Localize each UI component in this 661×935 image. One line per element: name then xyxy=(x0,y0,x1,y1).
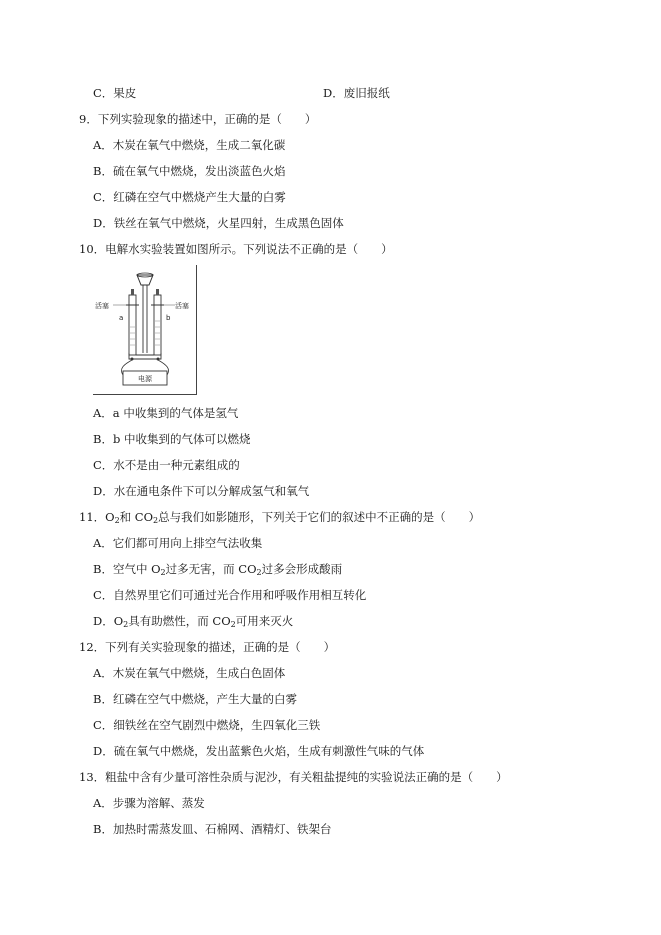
q11-option-d: D．$O_2$具有助燃性，而 $CO_2$可用来灭火 xyxy=(93,614,294,629)
q10-option-c: C．水不是由一种元素组成的 xyxy=(93,458,240,472)
power-supply-label: 电源 xyxy=(138,375,152,383)
q11-option-c: C．自然界里它们可通过光合作用和呼吸作用相互转化 xyxy=(93,588,367,602)
tube-a-label: a xyxy=(119,314,124,322)
q12-option-c: C．细铁丝在空气剧烈中燃烧，生四氧化三铁 xyxy=(93,718,321,732)
q9-option-a: A．木炭在氧气中燃烧，生成二氧化碳 xyxy=(93,138,286,152)
q12-option-d: D．硫在氧气中燃烧，发出蓝紫色火焰，生成有刺激性气味的气体 xyxy=(93,744,425,758)
q9-option-c: C．红磷在空气中燃烧产生大量的白雾 xyxy=(93,190,286,204)
q10-option-d: D．水在通电条件下可以分解成氢气和氧气 xyxy=(93,484,310,498)
q9-stem: 9．下列实验现象的描述中，正确的是（ ） xyxy=(79,112,317,126)
q10-stem: 10．电解水实验装置如图所示。下列说法不正确的是（ ） xyxy=(79,242,393,256)
q9-option-b: B．硫在氧气中燃烧，发出淡蓝色火焰 xyxy=(93,164,286,178)
q11-option-a: A．它们都可用向上排空气法收集 xyxy=(93,536,263,550)
q11-stem: 11．$O_2$和 $CO_2$总与我们如影随形，下列关于它们的叙述中不正确的是（ ） xyxy=(79,510,481,525)
q10-option-b: B．b 中收集到的气体可以燃烧 xyxy=(93,432,251,446)
q8-option-c: C．果皮 xyxy=(93,86,137,100)
q11-option-b: B．空气中 $O_2$过多无害，而 $CO_2$过多会形成酸雨 xyxy=(93,562,343,577)
q13-option-a: A．步骤为溶解、蒸发 xyxy=(93,796,205,810)
q9-option-d: D．铁丝在氧气中燃烧，火星四射，生成黑色固体 xyxy=(93,216,344,230)
q12-stem: 12．下列有关实验现象的描述，正确的是（ ） xyxy=(79,640,336,654)
tube-b-label: b xyxy=(166,314,171,322)
q12-option-b: B．红磷在空气中燃烧，产生大量的白雾 xyxy=(93,692,297,706)
q10-option-a: A．a 中收集到的气体是氢气 xyxy=(93,406,239,420)
q8-option-d: D．废旧报纸 xyxy=(323,86,390,100)
q13-option-b: B．加热时需蒸发皿、石棉网、酒精灯、铁架台 xyxy=(93,822,332,836)
stopcock-left-label: 活塞 xyxy=(95,302,109,310)
electrolysis-apparatus-figure xyxy=(93,265,197,395)
electrolysis-diagram xyxy=(93,265,196,394)
stopcock-right-label: 活塞 xyxy=(175,302,189,310)
q12-option-a: A．木炭在氧气中燃烧，生成白色固体 xyxy=(93,666,286,680)
q13-stem: 13．粗盐中含有少量可溶性杂质与泥沙，有关粗盐提纯的实验说法正确的是（ ） xyxy=(79,770,508,784)
